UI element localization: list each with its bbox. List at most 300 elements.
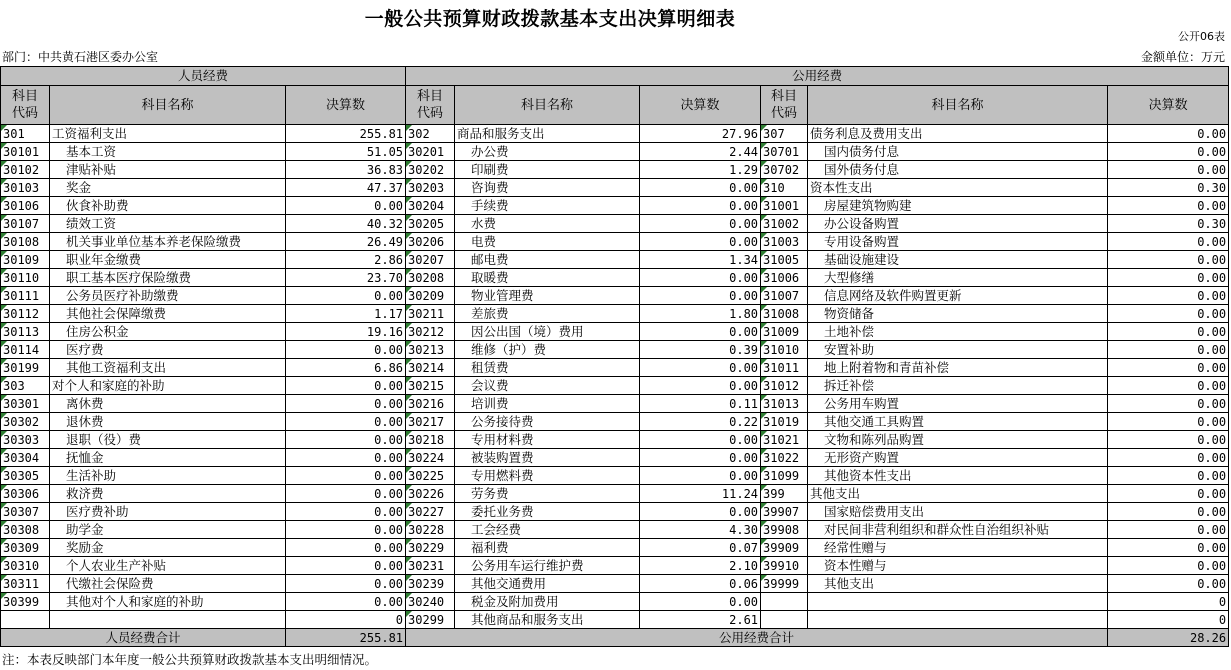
cell-marker-icon bbox=[761, 269, 767, 275]
subject-name: 抚恤金 bbox=[50, 449, 286, 467]
header-code: 科目 代码 bbox=[1, 86, 50, 125]
header-name: 科目名称 bbox=[455, 86, 640, 125]
cell-marker-icon bbox=[761, 395, 767, 401]
amount-value: 0.00 bbox=[1108, 197, 1229, 215]
cell-marker-icon bbox=[761, 575, 767, 581]
cell-marker-icon bbox=[761, 323, 767, 329]
subject-name: 安置补助 bbox=[808, 341, 1108, 359]
amount-value: 0.30 bbox=[1108, 179, 1229, 197]
cell-marker-icon bbox=[761, 467, 767, 473]
subject-code: 30304 bbox=[1, 449, 50, 467]
subject-code: 31022 bbox=[761, 449, 808, 467]
amount-value: 0.00 bbox=[1108, 449, 1229, 467]
cell-marker-icon bbox=[1, 485, 7, 491]
subject-code: 30213 bbox=[406, 341, 455, 359]
department-label: 部门：中共黄石港区委办公室 bbox=[2, 50, 159, 64]
subject-code: 30110 bbox=[1, 269, 50, 287]
subject-code: 30101 bbox=[1, 143, 50, 161]
subject-name: 医疗费补助 bbox=[50, 503, 286, 521]
subject-code: 30204 bbox=[406, 197, 455, 215]
cell-marker-icon bbox=[1, 575, 7, 581]
subject-code: 30216 bbox=[406, 395, 455, 413]
subject-name: 工会经费 bbox=[455, 521, 640, 539]
table-row bbox=[1, 233, 1229, 251]
subject-code: 30113 bbox=[1, 323, 50, 341]
section-header-row bbox=[1, 67, 1229, 86]
cell-marker-icon bbox=[406, 521, 412, 527]
cell-marker-icon bbox=[761, 197, 767, 203]
cell-marker-icon bbox=[761, 503, 767, 509]
amount-value: 0.00 bbox=[640, 269, 761, 287]
cell-marker-icon bbox=[761, 233, 767, 239]
amount-value: 19.16 bbox=[286, 323, 406, 341]
cell-marker-icon bbox=[406, 431, 412, 437]
subject-code: 31007 bbox=[761, 287, 808, 305]
amount-value: 0 bbox=[286, 611, 406, 629]
subject-name: 委托业务费 bbox=[455, 503, 640, 521]
subject-code: 30399 bbox=[1, 593, 50, 611]
table-row bbox=[1, 341, 1229, 359]
subject-code: 30109 bbox=[1, 251, 50, 269]
table-row bbox=[1, 215, 1229, 233]
subject-code: 30228 bbox=[406, 521, 455, 539]
amount-value: 26.49 bbox=[286, 233, 406, 251]
subject-code: 30310 bbox=[1, 557, 50, 575]
cell-marker-icon bbox=[761, 161, 767, 167]
table-row bbox=[1, 539, 1229, 557]
subject-name: 其他商品和服务支出 bbox=[455, 611, 640, 629]
amount-value: 0.00 bbox=[640, 503, 761, 521]
subject-name: 其他交通费用 bbox=[455, 575, 640, 593]
cell-marker-icon bbox=[406, 449, 412, 455]
subject-name: 退休费 bbox=[50, 413, 286, 431]
subject-name: 工资福利支出 bbox=[50, 125, 286, 143]
subject-code: 31002 bbox=[761, 215, 808, 233]
subject-name: 拆迁补偿 bbox=[808, 377, 1108, 395]
cell-marker-icon bbox=[1, 593, 7, 599]
subject-code: 30701 bbox=[761, 143, 808, 161]
cell-marker-icon bbox=[1, 341, 7, 347]
amount-value: 0.00 bbox=[286, 593, 406, 611]
subject-name: 绩效工资 bbox=[50, 215, 286, 233]
table-row bbox=[1, 485, 1229, 503]
table-row bbox=[1, 521, 1229, 539]
subject-code: 30209 bbox=[406, 287, 455, 305]
subject-code: 302 bbox=[406, 125, 455, 143]
section-public: 公用经费 bbox=[406, 67, 1229, 86]
cell-marker-icon bbox=[1, 161, 7, 167]
cell-marker-icon bbox=[406, 143, 412, 149]
subject-name: 培训费 bbox=[455, 395, 640, 413]
cell-marker-icon bbox=[1, 251, 7, 257]
cell-marker-icon bbox=[1, 503, 7, 509]
subject-name: 水费 bbox=[455, 215, 640, 233]
cell-marker-icon bbox=[406, 233, 412, 239]
subject-name: 商品和服务支出 bbox=[455, 125, 640, 143]
amount-value: 0.00 bbox=[1108, 323, 1229, 341]
subject-name: 其他社会保障缴费 bbox=[50, 305, 286, 323]
table-row bbox=[1, 575, 1229, 593]
amount-value: 0.00 bbox=[1108, 485, 1229, 503]
amount-value: 47.37 bbox=[286, 179, 406, 197]
subject-code: 39999 bbox=[761, 575, 808, 593]
cell-marker-icon bbox=[1, 323, 7, 329]
subject-name: 其他资本性支出 bbox=[808, 467, 1108, 485]
amount-value: 0.00 bbox=[1108, 431, 1229, 449]
cell-marker-icon bbox=[761, 143, 767, 149]
cell-marker-icon bbox=[761, 539, 767, 545]
table-row bbox=[1, 503, 1229, 521]
amount-value: 0.00 bbox=[1108, 467, 1229, 485]
amount-value: 0.00 bbox=[1108, 359, 1229, 377]
cell-marker-icon bbox=[761, 305, 767, 311]
amount-value: 0.00 bbox=[640, 323, 761, 341]
amount-value: 0.00 bbox=[1108, 125, 1229, 143]
column-header-row bbox=[1, 86, 1229, 125]
subject-code: 31013 bbox=[761, 395, 808, 413]
subject-code: 310 bbox=[761, 179, 808, 197]
subject-code: 31099 bbox=[761, 467, 808, 485]
subject-code: 31006 bbox=[761, 269, 808, 287]
cell-marker-icon bbox=[761, 377, 767, 383]
cell-marker-icon bbox=[406, 575, 412, 581]
subject-code: 31012 bbox=[761, 377, 808, 395]
subject-name: 公务员医疗补助缴费 bbox=[50, 287, 286, 305]
table-row bbox=[1, 431, 1229, 449]
personnel-total-label: 人员经费合计 bbox=[1, 629, 286, 647]
amount-value: 27.96 bbox=[640, 125, 761, 143]
subject-name: 差旅费 bbox=[455, 305, 640, 323]
amount-value: 0.00 bbox=[1108, 521, 1229, 539]
subject-code: 307 bbox=[761, 125, 808, 143]
subject-code: 30299 bbox=[406, 611, 455, 629]
cell-marker-icon bbox=[406, 269, 412, 275]
subject-name: 基本工资 bbox=[50, 143, 286, 161]
subject-code: 30307 bbox=[1, 503, 50, 521]
subject-name: 其他支出 bbox=[808, 575, 1108, 593]
amount-value: 0.00 bbox=[286, 557, 406, 575]
amount-value: 0.00 bbox=[1108, 287, 1229, 305]
subject-code: 39910 bbox=[761, 557, 808, 575]
subject-code: 30227 bbox=[406, 503, 455, 521]
subject-code: 30102 bbox=[1, 161, 50, 179]
table-row bbox=[1, 377, 1229, 395]
subject-code: 30208 bbox=[406, 269, 455, 287]
amount-value: 0.06 bbox=[640, 575, 761, 593]
cell-marker-icon bbox=[406, 341, 412, 347]
subject-code bbox=[761, 611, 808, 629]
table-row bbox=[1, 125, 1229, 143]
subject-code: 30207 bbox=[406, 251, 455, 269]
subject-name: 个人农业生产补贴 bbox=[50, 557, 286, 575]
subject-name: 其他支出 bbox=[808, 485, 1108, 503]
subject-code: 30303 bbox=[1, 431, 50, 449]
header-name: 科目名称 bbox=[50, 86, 286, 125]
subject-name: 津贴补贴 bbox=[50, 161, 286, 179]
subject-name: 债务利息及费用支出 bbox=[808, 125, 1108, 143]
subject-code: 30311 bbox=[1, 575, 50, 593]
subject-name: 房屋建筑物购建 bbox=[808, 197, 1108, 215]
amount-value: 0.00 bbox=[1108, 251, 1229, 269]
subject-name: 会议费 bbox=[455, 377, 640, 395]
subject-name: 专用材料费 bbox=[455, 431, 640, 449]
amount-value: 0.00 bbox=[286, 413, 406, 431]
subject-name: 离休费 bbox=[50, 395, 286, 413]
cell-marker-icon bbox=[406, 125, 412, 131]
amount-value: 0.00 bbox=[640, 197, 761, 215]
cell-marker-icon bbox=[1, 179, 7, 185]
subject-name: 奖金 bbox=[50, 179, 286, 197]
cell-marker-icon bbox=[761, 557, 767, 563]
subject-code: 31009 bbox=[761, 323, 808, 341]
subject-name: 专用设备购置 bbox=[808, 233, 1108, 251]
subject-name: 机关事业单位基本养老保险缴费 bbox=[50, 233, 286, 251]
table-row bbox=[1, 395, 1229, 413]
subject-name: 文物和陈列品购置 bbox=[808, 431, 1108, 449]
subject-code: 30309 bbox=[1, 539, 50, 557]
cell-marker-icon bbox=[406, 215, 412, 221]
amount-value: 0 bbox=[1108, 611, 1229, 629]
header-amount: 决算数 bbox=[1108, 86, 1229, 125]
amount-value: 0.00 bbox=[640, 449, 761, 467]
cell-marker-icon bbox=[1, 305, 7, 311]
table-row bbox=[1, 251, 1229, 269]
amount-value: 0.39 bbox=[640, 341, 761, 359]
cell-marker-icon bbox=[1, 287, 7, 293]
amount-value: 0.00 bbox=[286, 539, 406, 557]
cell-marker-icon bbox=[406, 467, 412, 473]
subject-code: 30206 bbox=[406, 233, 455, 251]
subject-name: 退职（役）费 bbox=[50, 431, 286, 449]
cell-marker-icon bbox=[1, 125, 7, 131]
subject-name: 取暖费 bbox=[455, 269, 640, 287]
amount-value: 0.00 bbox=[1108, 269, 1229, 287]
cell-marker-icon bbox=[406, 323, 412, 329]
subject-code: 31001 bbox=[761, 197, 808, 215]
subject-name: 劳务费 bbox=[455, 485, 640, 503]
subject-code: 30240 bbox=[406, 593, 455, 611]
cell-marker-icon bbox=[406, 161, 412, 167]
cell-marker-icon bbox=[406, 287, 412, 293]
subject-code: 30111 bbox=[1, 287, 50, 305]
cell-marker-icon bbox=[1, 143, 7, 149]
cell-marker-icon bbox=[406, 593, 412, 599]
subject-code: 31005 bbox=[761, 251, 808, 269]
subject-code: 30214 bbox=[406, 359, 455, 377]
public-total-value: 28.26 bbox=[1108, 629, 1229, 647]
cell-marker-icon bbox=[406, 503, 412, 509]
amount-value: 0.00 bbox=[1108, 233, 1229, 251]
subject-code: 301 bbox=[1, 125, 50, 143]
subject-code: 303 bbox=[1, 377, 50, 395]
personnel-total-value: 255.81 bbox=[286, 629, 406, 647]
subject-code: 30211 bbox=[406, 305, 455, 323]
cell-marker-icon bbox=[1, 359, 7, 365]
subject-code: 30201 bbox=[406, 143, 455, 161]
amount-value: 0.00 bbox=[640, 215, 761, 233]
cell-marker-icon bbox=[761, 251, 767, 257]
subject-name: 奖励金 bbox=[50, 539, 286, 557]
subject-code: 30114 bbox=[1, 341, 50, 359]
cell-marker-icon bbox=[406, 539, 412, 545]
amount-value: 0.00 bbox=[640, 593, 761, 611]
table-row bbox=[1, 161, 1229, 179]
subject-name: 代缴社会保险费 bbox=[50, 575, 286, 593]
amount-value: 0.00 bbox=[640, 287, 761, 305]
cell-marker-icon bbox=[406, 377, 412, 383]
subject-code: 39909 bbox=[761, 539, 808, 557]
subject-name: 大型修缮 bbox=[808, 269, 1108, 287]
cell-marker-icon bbox=[406, 179, 412, 185]
amount-value: 0.22 bbox=[640, 413, 761, 431]
amount-value: 0.00 bbox=[640, 467, 761, 485]
subject-name: 维修（护）费 bbox=[455, 341, 640, 359]
subject-name: 对民间非营利组织和群众性自治组织补贴 bbox=[808, 521, 1108, 539]
header-code: 科目 代码 bbox=[406, 86, 455, 125]
subject-code: 30231 bbox=[406, 557, 455, 575]
subject-name: 国家赔偿费用支出 bbox=[808, 503, 1108, 521]
table-row bbox=[1, 143, 1229, 161]
amount-value: 0.00 bbox=[640, 179, 761, 197]
cell-marker-icon bbox=[406, 557, 412, 563]
amount-value: 0.00 bbox=[1108, 557, 1229, 575]
subject-code: 31008 bbox=[761, 305, 808, 323]
subject-name: 物业管理费 bbox=[455, 287, 640, 305]
subject-name: 资本性支出 bbox=[808, 179, 1108, 197]
amount-value: 0.00 bbox=[1108, 377, 1229, 395]
unit-label: 金额单位：万元 bbox=[1140, 50, 1225, 64]
amount-value: 0.00 bbox=[1108, 305, 1229, 323]
subject-name: 因公出国（境）费用 bbox=[455, 323, 640, 341]
amount-value: 0.00 bbox=[1108, 413, 1229, 431]
cell-marker-icon bbox=[1, 377, 7, 383]
subject-name: 邮电费 bbox=[455, 251, 640, 269]
cell-marker-icon bbox=[761, 179, 767, 185]
subject-name: 土地补偿 bbox=[808, 323, 1108, 341]
subject-code: 30302 bbox=[1, 413, 50, 431]
cell-marker-icon bbox=[761, 485, 767, 491]
subject-code: 30215 bbox=[406, 377, 455, 395]
subject-code: 39907 bbox=[761, 503, 808, 521]
amount-value: 0.00 bbox=[1108, 503, 1229, 521]
footnote: 注：本表反映部门本年度一般公共预算财政拨款基本支出明细情况。 bbox=[2, 652, 378, 667]
subject-code: 30702 bbox=[761, 161, 808, 179]
subject-name: 印刷费 bbox=[455, 161, 640, 179]
amount-value: 0.00 bbox=[1108, 161, 1229, 179]
header-amount: 决算数 bbox=[286, 86, 406, 125]
subject-name: 地上附着物和青苗补偿 bbox=[808, 359, 1108, 377]
report-title: 一般公共预算财政拨款基本支出决算明细表 bbox=[364, 8, 736, 30]
subject-code: 30306 bbox=[1, 485, 50, 503]
subject-name: 咨询费 bbox=[455, 179, 640, 197]
amount-value: 0.00 bbox=[286, 197, 406, 215]
table-row bbox=[1, 269, 1229, 287]
amount-value: 0.00 bbox=[1108, 575, 1229, 593]
cell-marker-icon bbox=[406, 197, 412, 203]
subject-name: 租赁费 bbox=[455, 359, 640, 377]
amount-value: 255.81 bbox=[286, 125, 406, 143]
subject-name bbox=[808, 593, 1108, 611]
amount-value: 1.80 bbox=[640, 305, 761, 323]
subject-code: 30224 bbox=[406, 449, 455, 467]
subject-code: 30203 bbox=[406, 179, 455, 197]
subject-code: 30199 bbox=[1, 359, 50, 377]
subject-name: 办公费 bbox=[455, 143, 640, 161]
subject-code: 31019 bbox=[761, 413, 808, 431]
cell-marker-icon bbox=[761, 287, 767, 293]
amount-value: 0.00 bbox=[286, 341, 406, 359]
public-total-label: 公用经费合计 bbox=[406, 629, 1108, 647]
subject-code: 30112 bbox=[1, 305, 50, 323]
amount-value: 0.00 bbox=[286, 485, 406, 503]
amount-value: 11.24 bbox=[640, 485, 761, 503]
amount-value: 0.00 bbox=[286, 449, 406, 467]
subject-code: 30108 bbox=[1, 233, 50, 251]
table-row bbox=[1, 305, 1229, 323]
subject-name: 公务用车购置 bbox=[808, 395, 1108, 413]
table-row bbox=[1, 557, 1229, 575]
amount-value: 0.00 bbox=[286, 467, 406, 485]
form-number: 公开06表 bbox=[1178, 30, 1225, 43]
subject-code: 31003 bbox=[761, 233, 808, 251]
subject-name: 信息网络及软件购置更新 bbox=[808, 287, 1108, 305]
subject-name: 住房公积金 bbox=[50, 323, 286, 341]
amount-value: 0.00 bbox=[640, 377, 761, 395]
subject-code: 30308 bbox=[1, 521, 50, 539]
amount-value: 0.00 bbox=[640, 431, 761, 449]
subject-name: 其他交通工具购置 bbox=[808, 413, 1108, 431]
amount-value: 0.00 bbox=[286, 395, 406, 413]
subject-name: 手续费 bbox=[455, 197, 640, 215]
subject-code: 30301 bbox=[1, 395, 50, 413]
totals-row bbox=[1, 629, 1229, 647]
cell-marker-icon bbox=[406, 413, 412, 419]
subject-name: 资本性赠与 bbox=[808, 557, 1108, 575]
cell-marker-icon bbox=[406, 395, 412, 401]
subject-code: 30239 bbox=[406, 575, 455, 593]
subject-name: 国外债务付息 bbox=[808, 161, 1108, 179]
amount-value: 51.05 bbox=[286, 143, 406, 161]
table-row bbox=[1, 287, 1229, 305]
amount-value: 23.70 bbox=[286, 269, 406, 287]
subject-code: 30218 bbox=[406, 431, 455, 449]
amount-value: 1.34 bbox=[640, 251, 761, 269]
cell-marker-icon bbox=[1, 449, 7, 455]
cell-marker-icon bbox=[1, 539, 7, 545]
subject-code: 30229 bbox=[406, 539, 455, 557]
amount-value: 2.61 bbox=[640, 611, 761, 629]
subject-code bbox=[761, 593, 808, 611]
amount-value: 0 bbox=[1108, 593, 1229, 611]
subject-name: 国内债务付息 bbox=[808, 143, 1108, 161]
subject-name: 公务用车运行维护费 bbox=[455, 557, 640, 575]
amount-value: 0.00 bbox=[640, 359, 761, 377]
subject-name: 职工基本医疗保险缴费 bbox=[50, 269, 286, 287]
header-amount: 决算数 bbox=[640, 86, 761, 125]
cell-marker-icon bbox=[761, 521, 767, 527]
cell-marker-icon bbox=[406, 611, 412, 617]
cell-marker-icon bbox=[406, 485, 412, 491]
amount-value: 0.00 bbox=[286, 287, 406, 305]
section-personnel: 人员经费 bbox=[1, 67, 406, 86]
amount-value: 0.00 bbox=[1108, 539, 1229, 557]
subject-code: 39908 bbox=[761, 521, 808, 539]
cell-marker-icon bbox=[1, 521, 7, 527]
cell-marker-icon bbox=[761, 449, 767, 455]
table-row bbox=[1, 467, 1229, 485]
cell-marker-icon bbox=[1, 197, 7, 203]
subject-name: 医疗费 bbox=[50, 341, 286, 359]
